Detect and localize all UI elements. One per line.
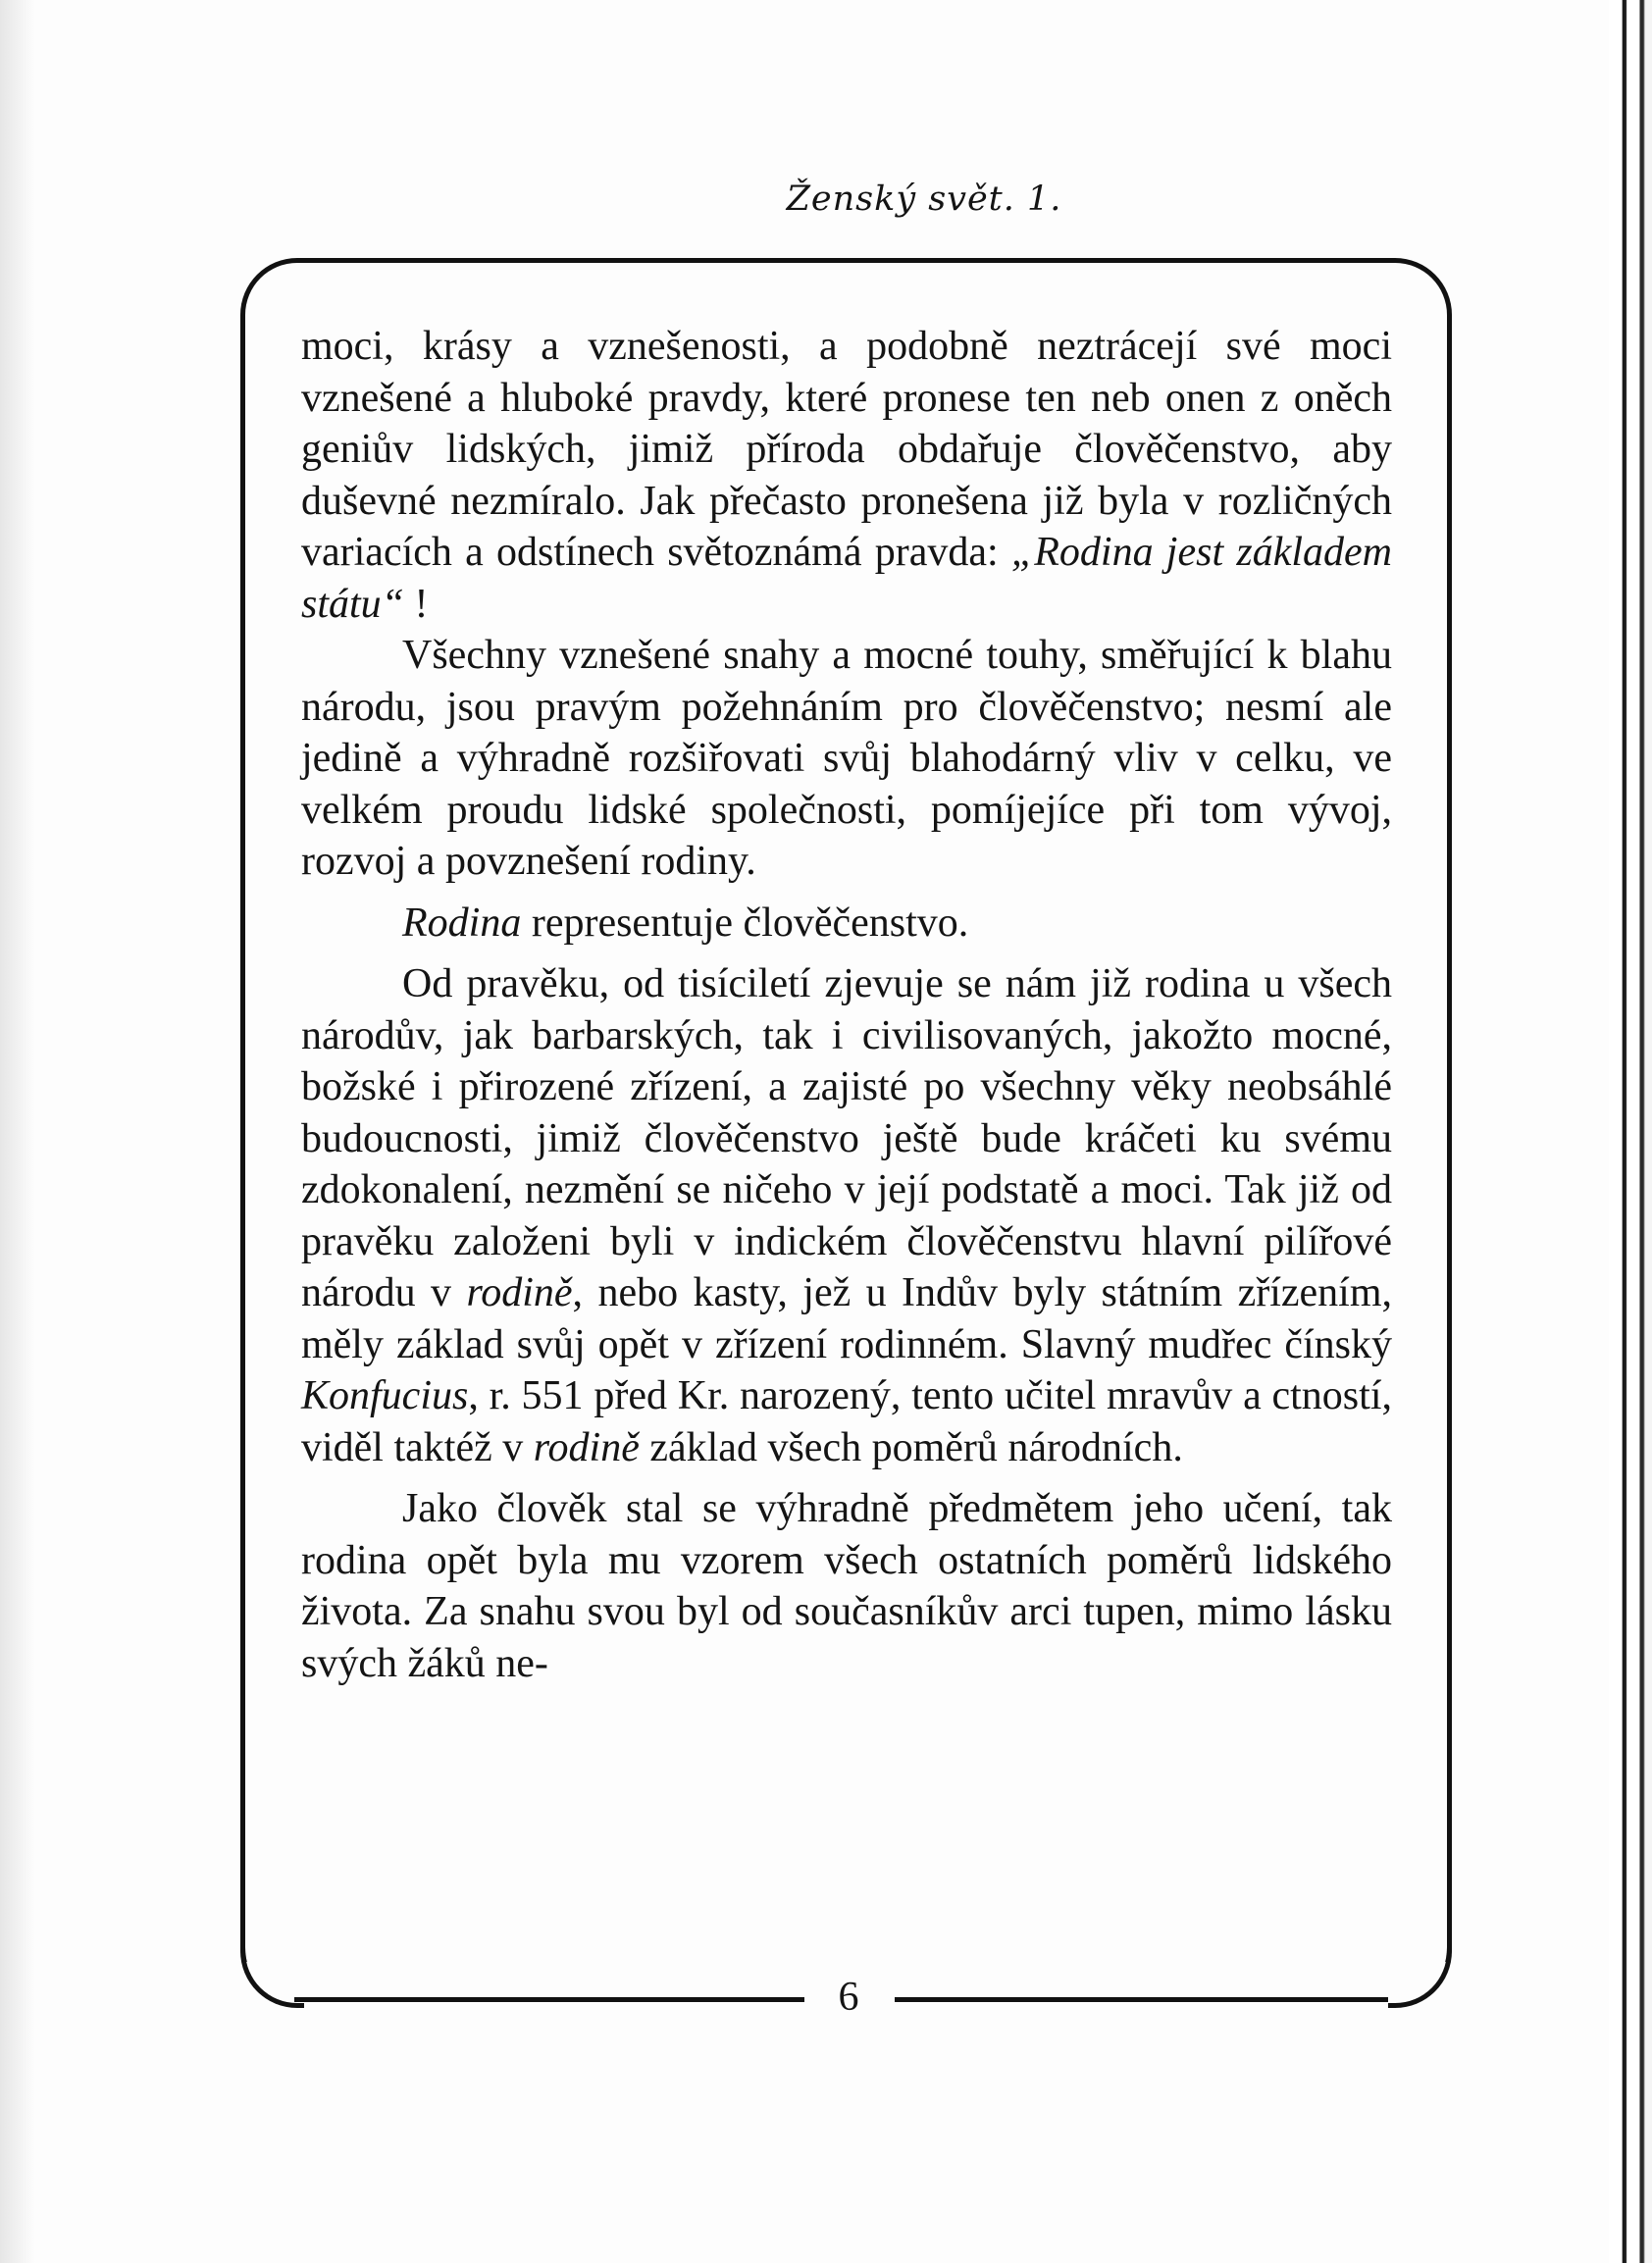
page-number-label: 6 [838, 1975, 859, 2020]
text-run: základ všech poměrů národních. [639, 1424, 1183, 1470]
emphasis-text: „Rodina jest základem státu“ [301, 530, 1393, 627]
text-run: Všechny vznešené snahy a mocné touhy, směřující k blahu národu, jsou pravým požehnáním pro člověčenstvo; nesmí ale jedině a výhradně rozšiřovati svůj blahodárný vliv v celku, ve velkém proudu lidské společnosti, pomíjejíce při tom vývoj, rozvoj a povznešení rodiny. [301, 633, 1392, 884]
paragraph-1 [301, 321, 1392, 630]
emphasis-text: rodině [533, 1424, 640, 1470]
paragraph-2 [301, 630, 1392, 888]
running-header [0, 180, 1652, 219]
text-run: ! [404, 581, 429, 627]
emphasis-text: Rodina [402, 900, 522, 946]
paragraph-4 [301, 958, 1392, 1473]
text-run: , nebo kasty, jež u Indův byly státním zřízením, měly základ svůj opět v zřízení rodinném. Slavný mudřec čínský [301, 1270, 1392, 1367]
text-run: , r. 551 před Kr. narozený, tento učitel mravův a ctností, viděl taktéž v [301, 1373, 1392, 1470]
paragraph-5 [301, 1483, 1392, 1689]
emphasis-text: rodině [466, 1270, 573, 1315]
scan-edge-left [0, 0, 35, 2263]
scan-edge-right [1609, 0, 1652, 2263]
body-text [301, 321, 1392, 1689]
text-run: Od pravěku, od tisíciletí zjevuje se nám již rodina u všech národův, jak barbarských, tak i civilisovaných, jakožto mocné, božské i přirozené zřízení, a zajisté po všechny věky neobsáhlé budoucnosti, jimiž člověčenstvo ještě bude kráčeti ku svému zdokonalení, nezmění se ničeho v její podstatě a moci. Tak již od pravěku založeni byli v indickém člověčenstvu hlavní pilířové národu v [301, 961, 1392, 1315]
emphasis-text: Konfucius [301, 1373, 469, 1418]
paragraph-3 [301, 898, 1392, 950]
text-run: Jako člověk stal se výhradně předmětem jeho učení, tak rodina opět byla mu vzorem všech ostatních poměrů lidského života. Za snahu svou byl od současníkův arci tupen, mimo lásku svých žáků ne- [301, 1486, 1392, 1686]
text-run: representuje člověčenstvo. [521, 900, 969, 946]
text-run: moci, krásy a vznešenosti, a podobně neztrácejí své moci vznešené a hluboké pravdy, které pronese ten neb onen z oněch geniův lidských, jimiž příroda obdařuje člověčenstvo, aby duševné nezmíralo. Jak přečasto pronešena již byla v rozličných variacích a odstínech světoznámá pravda: [301, 324, 1392, 575]
page-number [0, 1974, 1652, 2021]
running-title: Ženský svět. 1. [786, 180, 1062, 219]
